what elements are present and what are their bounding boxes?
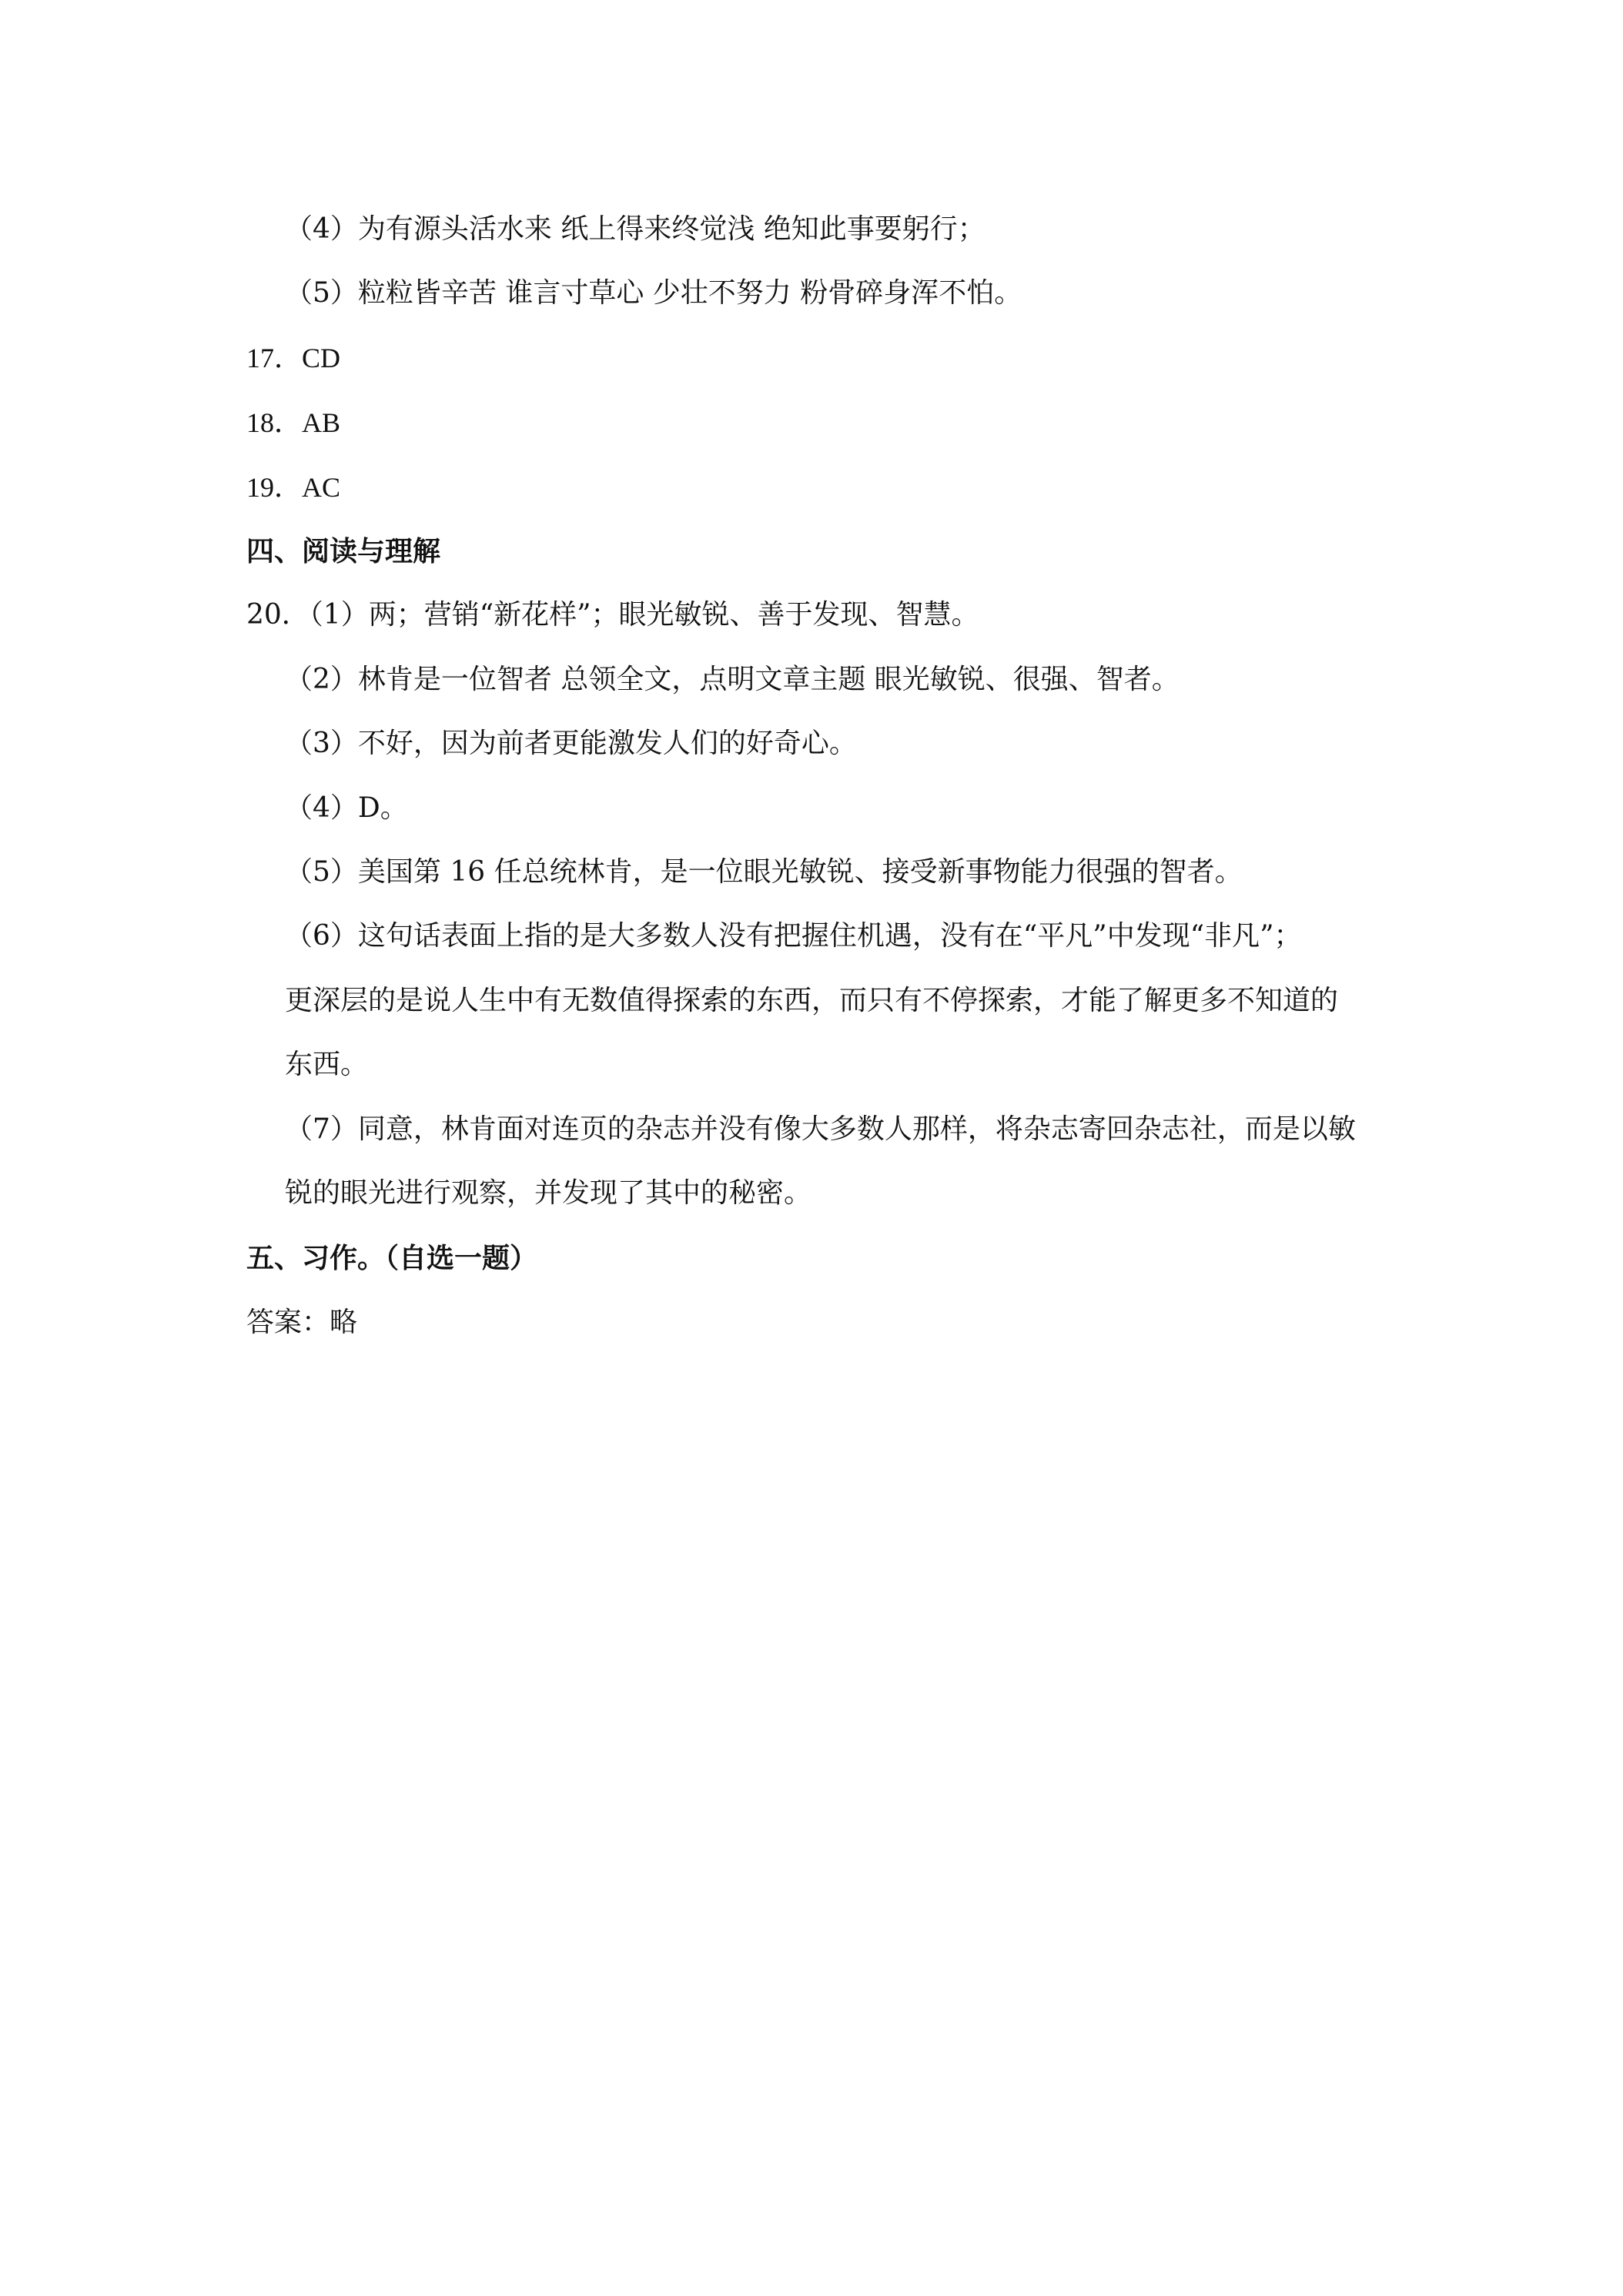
answer-20-6-line-3: 东西。 (285, 1049, 369, 1080)
answer-19: 19．AC (246, 472, 341, 503)
answer-20-2: （2）林肯是一位智者 总领全文，点明文章主题 眼光敏锐、很强、智者。 (285, 664, 1180, 695)
section-heading-writing: 五、习作。（自选一题） (246, 1242, 538, 1274)
poem-answer-5: （5）粒粒皆辛苦 谁言寸草心 少壮不努力 粉骨碎身浑不怕。 (285, 277, 1022, 309)
writing-answer: 答案：略 (246, 1307, 358, 1338)
section-heading-reading: 四、阅读与理解 (246, 535, 441, 567)
answer-20-6-line-1: （6）这句话表面上指的是大多数人没有把握住机遇，没有在“平凡”中发现“非凡”； (285, 920, 1302, 952)
answer-20-3: （3）不好，因为前者更能激发人们的好奇心。 (285, 728, 857, 759)
answer-20-5: （5）美国第 16 任总统林肯，是一位眼光敏锐、接受新事物能力很强的智者。 (285, 856, 1243, 888)
answer-17: 17．CD (246, 343, 341, 373)
answer-18: 18．AB (246, 407, 341, 438)
answer-20-1: 20．（1）两；营销“新花样”；眼光敏锐、善于发现、智慧。 (246, 599, 979, 631)
answer-20-7-line-2: 锐的眼光进行观察，并发现了其中的秘密。 (285, 1177, 812, 1209)
answer-20-4: （4）D。 (285, 792, 408, 824)
poem-answer-4: （4）为有源头活水来 纸上得来终觉浅 绝知此事要躬行； (285, 213, 986, 245)
answer-20-7-line-1: （7）同意，林肯面对连页的杂志并没有像大多数人那样，将杂志寄回杂志社，而是以敏 (285, 1113, 1356, 1145)
answer-20-6-line-2: 更深层的是说人生中有无数值得探索的东西，而只有不停探索，才能了解更多不知道的 (285, 985, 1339, 1016)
